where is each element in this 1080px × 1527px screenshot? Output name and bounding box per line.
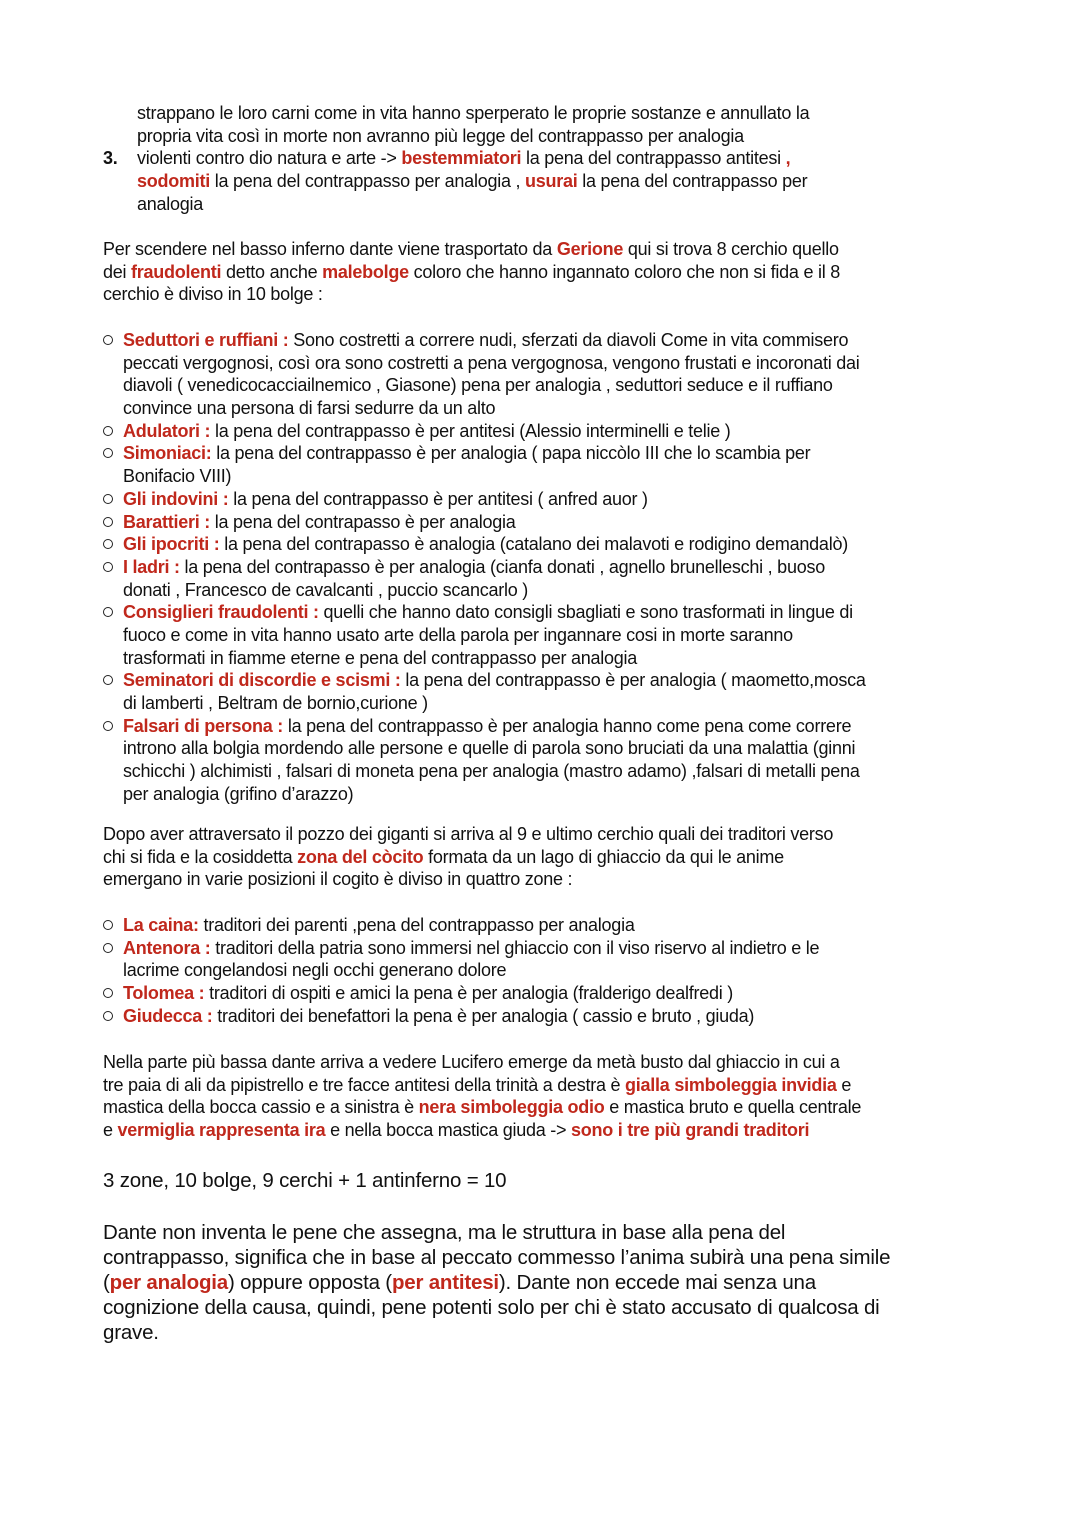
list-item bbox=[103, 329, 983, 352]
text-run: donati , Francesco de cavalcanti , puccio scancarlo ) bbox=[123, 579, 528, 600]
text-line bbox=[103, 465, 983, 488]
text-line bbox=[103, 374, 983, 397]
text-run: quelli che hanno dato consigli sbagliati e sono trasformati in lingue di bbox=[318, 602, 853, 623]
list-item bbox=[103, 533, 983, 556]
list-item bbox=[103, 601, 983, 624]
text-run: tre paia di ali da pipistrello e tre facce antitesi della trinità a destra è bbox=[103, 1074, 626, 1095]
circle-bullet-icon bbox=[103, 675, 113, 685]
list-item bbox=[103, 511, 983, 534]
highlighted-term: Seduttori e ruffiani : bbox=[123, 330, 289, 350]
text-line bbox=[103, 125, 983, 148]
text-run: e bbox=[836, 1074, 852, 1095]
highlighted-term: usurai bbox=[524, 171, 578, 192]
circle-bullet-icon bbox=[103, 335, 113, 345]
highlighted-term: nera simboleggia odio bbox=[418, 1097, 605, 1118]
highlighted-term: Consiglieri fraudolenti : bbox=[123, 602, 319, 623]
text-run: 3 zone, 10 bolge, 9 cerchi + 1 antinferno = 10 bbox=[103, 1169, 507, 1192]
highlighted-term: vermiglia rappresenta ira bbox=[117, 1120, 326, 1141]
circle-bullet-icon bbox=[103, 448, 113, 458]
text-run: dei bbox=[103, 261, 132, 282]
highlighted-term: malebolge bbox=[322, 261, 409, 282]
text-run: Bonifacio VIII) bbox=[123, 466, 232, 487]
circle-bullet-icon bbox=[103, 517, 113, 527]
text-run: lacrime congelandosi negli occhi generano dolore bbox=[123, 960, 507, 981]
text-line bbox=[103, 647, 983, 670]
text-run: traditori di ospiti e amici la pena è per analogia (fralderigo dealfredi ) bbox=[204, 983, 733, 1004]
text-line bbox=[103, 737, 983, 760]
circle-bullet-icon bbox=[103, 562, 113, 572]
highlighted-term: Seminatori di discordie e scismi : bbox=[123, 670, 401, 691]
text-run: introno alla bolgia mordendo alle persone e quelle di parola sono bruciati da una malattia (ginni bbox=[123, 738, 856, 759]
paragraph-summary bbox=[103, 1168, 983, 1193]
highlighted-term: Barattieri : bbox=[123, 511, 211, 532]
highlighted-term: sodomiti bbox=[137, 171, 210, 192]
text-run: analogia bbox=[137, 193, 204, 214]
text-run: la pena del contrapasso è per analogia bbox=[210, 511, 516, 532]
text-run: fuoco e come in vita hanno usato arte della parola per ingannare cosi in morte saranno bbox=[123, 624, 793, 645]
text-line bbox=[103, 783, 983, 806]
text-run: per analogia (grifino d’arazzo) bbox=[123, 783, 354, 804]
text-run: grave. bbox=[103, 1321, 159, 1344]
text-run: emergano in varie posizioni il cogito è diviso in quattro zone : bbox=[103, 869, 573, 890]
highlighted-term: per analogia bbox=[109, 1271, 228, 1294]
text-run: detto anche bbox=[221, 261, 323, 282]
text-run: coloro che hanno ingannato coloro che non si fida e il 8 bbox=[408, 261, 840, 282]
text-line bbox=[103, 102, 983, 125]
text-run: qui si trova 8 cerchio quello bbox=[623, 239, 839, 259]
paragraph-bolge bbox=[103, 329, 983, 805]
text-run: la pena del contrappasso è per analogia ( maometto,mosca bbox=[400, 670, 866, 691]
text-line bbox=[103, 1245, 983, 1270]
circle-bullet-icon bbox=[103, 943, 113, 953]
text-run: ( bbox=[103, 1271, 110, 1294]
text-line bbox=[103, 147, 983, 170]
highlighted-term: Giudecca : bbox=[123, 1005, 213, 1026]
highlighted-term: , bbox=[785, 148, 791, 169]
highlighted-term: Gli ipocriti : bbox=[123, 534, 220, 555]
text-run: la pena del contrappasso è per antitesi (Alessio interminelli e telie ) bbox=[210, 420, 731, 441]
list-item bbox=[103, 715, 983, 738]
text-run: formata da un lago di ghiaccio da qui le anime bbox=[423, 846, 784, 867]
text-line bbox=[103, 1074, 983, 1097]
paragraph-contrappasso bbox=[103, 1220, 983, 1345]
text-run: peccati vergognosi, così ora sono costretti a pena vergognosa, vengono frustati e incoronati dai bbox=[123, 352, 860, 373]
paragraph-lucifero bbox=[103, 1051, 983, 1142]
text-line bbox=[103, 846, 983, 869]
text-run: e bbox=[103, 1120, 118, 1141]
list-item bbox=[103, 420, 983, 443]
highlighted-term: Simoniaci: bbox=[123, 443, 212, 464]
list-item bbox=[103, 937, 983, 960]
text-line bbox=[103, 959, 983, 982]
highlighted-term: gialla simboleggia invidia bbox=[625, 1074, 837, 1095]
circle-bullet-icon bbox=[103, 1011, 113, 1021]
paragraph-zone bbox=[103, 914, 983, 1027]
highlighted-term: Antenora : bbox=[123, 937, 211, 958]
text-run: la pena del contrappasso è per analogia ( papa niccòlo III che lo scambia per bbox=[211, 443, 811, 464]
text-run: trasformati in fiamme eterne e pena del contrappasso per analogia bbox=[123, 647, 638, 668]
text-line bbox=[103, 1220, 983, 1245]
text-line bbox=[103, 238, 983, 261]
text-line bbox=[103, 193, 983, 216]
text-run: strappano le loro carni come in vita hanno sperperato le proprie sostanze e annullato la bbox=[137, 103, 810, 123]
highlighted-term: Adulatori : bbox=[123, 420, 211, 441]
highlighted-term: fraudolenti bbox=[131, 261, 222, 282]
circle-bullet-icon bbox=[103, 920, 113, 930]
text-run: Per scendere nel basso inferno dante viene trasportato da bbox=[103, 239, 557, 259]
text-line bbox=[103, 760, 983, 783]
text-run: la pena del contrappasso per analogia , bbox=[210, 171, 525, 192]
text-run: propria vita così in morte non avranno più legge del contrappasso per analogia bbox=[137, 125, 744, 146]
highlighted-term: La caina: bbox=[123, 915, 199, 935]
text-line bbox=[103, 579, 983, 602]
text-run: la pena del contrapasso è analogia (catalano dei malavoti e rodigino demandalò) bbox=[219, 534, 848, 555]
highlighted-term: Falsari di persona : bbox=[123, 715, 284, 736]
text-run: la pena del contrapasso è per analogia (cianfa donati , agnello brunelleschi , buoso bbox=[179, 556, 825, 577]
text-line bbox=[103, 624, 983, 647]
list-item bbox=[103, 982, 983, 1005]
text-line bbox=[103, 1320, 983, 1345]
text-run: mastica della bocca cassio e a sinistra è bbox=[103, 1097, 419, 1118]
list-item bbox=[103, 914, 983, 937]
text-run: chi si fida e la cosiddetta bbox=[103, 846, 298, 867]
list-item bbox=[103, 1005, 983, 1028]
text-run: e nella bocca mastica giuda -> bbox=[325, 1120, 572, 1141]
text-line bbox=[103, 283, 983, 306]
text-run: violenti contro dio natura e arte -> bbox=[137, 148, 402, 169]
text-line bbox=[103, 823, 983, 846]
text-run: cognizione della causa, quindi, pene potenti solo per chi è stato accusato di qualcosa di bbox=[103, 1296, 880, 1319]
text-run: traditori della patria sono immersi nel ghiaccio con il viso riservo al indietro e le bbox=[210, 937, 820, 958]
text-run: di lamberti , Beltram de bornio,curione ) bbox=[123, 693, 428, 713]
highlighted-term: I ladri : bbox=[123, 556, 180, 577]
list-number: 3. bbox=[103, 148, 118, 169]
list-item bbox=[103, 556, 983, 579]
circle-bullet-icon bbox=[103, 426, 113, 436]
text-run: Sono costretti a correre nudi, sferzati da diavoli Come in vita commisero bbox=[288, 330, 849, 350]
text-run: traditori dei benefattori la pena è per analogia ( cassio e bruto , giuda) bbox=[212, 1005, 755, 1026]
paragraph-violenti bbox=[103, 102, 983, 215]
highlighted-term: bestemmiatori bbox=[401, 148, 522, 169]
highlighted-term: Tolomea : bbox=[123, 983, 205, 1004]
text-line bbox=[103, 1051, 983, 1074]
text-run: traditori dei parenti ,pena del contrappasso per analogia bbox=[198, 915, 635, 935]
text-run: cerchio è diviso in 10 bolge : bbox=[103, 284, 323, 305]
circle-bullet-icon bbox=[103, 607, 113, 617]
text-run: Dopo aver attraversato il pozzo dei giganti si arriva al 9 e ultimo cerchio quali dei traditori verso bbox=[103, 824, 834, 844]
text-line bbox=[103, 261, 983, 284]
text-run: ). Dante non eccede mai senza una bbox=[498, 1271, 816, 1294]
text-run: Dante non inventa le pene che assegna, ma le struttura in base alla pena del bbox=[103, 1221, 786, 1244]
text-line bbox=[103, 868, 983, 891]
text-run: Nella parte più bassa dante arriva a vedere Lucifero emerge da metà busto dal ghiaccio in cui a bbox=[103, 1052, 840, 1072]
text-line bbox=[103, 1096, 983, 1119]
text-line bbox=[103, 397, 983, 420]
circle-bullet-icon bbox=[103, 539, 113, 549]
text-run: schicchi ) alchimisti , falsari di moneta pena per analogia (mastro adamo) ,falsari di metalli pena bbox=[123, 761, 860, 782]
text-run: la pena del contrappasso è per analogia hanno come pena come correre bbox=[283, 715, 852, 736]
text-line bbox=[103, 1168, 983, 1193]
circle-bullet-icon bbox=[103, 494, 113, 504]
list-item bbox=[103, 488, 983, 511]
list-item bbox=[103, 669, 983, 692]
highlighted-term: zona del còcito bbox=[297, 846, 424, 867]
text-run: diavoli ( venedicocacciailnemico , Giasone) pena per analogia , seduttori seduce e il ruffiano bbox=[123, 375, 833, 396]
list-item bbox=[103, 442, 983, 465]
text-run: convince una persona di farsi sedurre da un alto bbox=[123, 398, 496, 419]
paragraph-gerione bbox=[103, 238, 983, 306]
highlighted-term: sono i tre più grandi traditori bbox=[571, 1120, 810, 1141]
text-line bbox=[103, 170, 983, 193]
text-run: e mastica bruto e quella centrale bbox=[604, 1097, 862, 1118]
text-line bbox=[103, 352, 983, 375]
paragraph-cocito bbox=[103, 823, 983, 891]
text-run: contrappasso, significa che in base al peccato commesso l’anima subirà una pena simile bbox=[103, 1246, 891, 1269]
highlighted-term: per antitesi bbox=[391, 1271, 499, 1294]
circle-bullet-icon bbox=[103, 988, 113, 998]
text-run: ) oppure opposta ( bbox=[228, 1271, 392, 1294]
text-run: la pena del contrappasso è per antitesi ( anfred auor ) bbox=[228, 488, 648, 509]
circle-bullet-icon bbox=[103, 721, 113, 731]
text-run: la pena del contrappasso per bbox=[577, 171, 808, 192]
text-line bbox=[103, 1270, 983, 1295]
highlighted-term: Gerione bbox=[556, 239, 624, 259]
text-line bbox=[103, 1295, 983, 1320]
text-line bbox=[103, 692, 983, 715]
highlighted-term: Gli indovini : bbox=[123, 488, 229, 509]
text-run: la pena del contrappasso antitesi bbox=[521, 148, 786, 169]
text-line bbox=[103, 1119, 983, 1142]
